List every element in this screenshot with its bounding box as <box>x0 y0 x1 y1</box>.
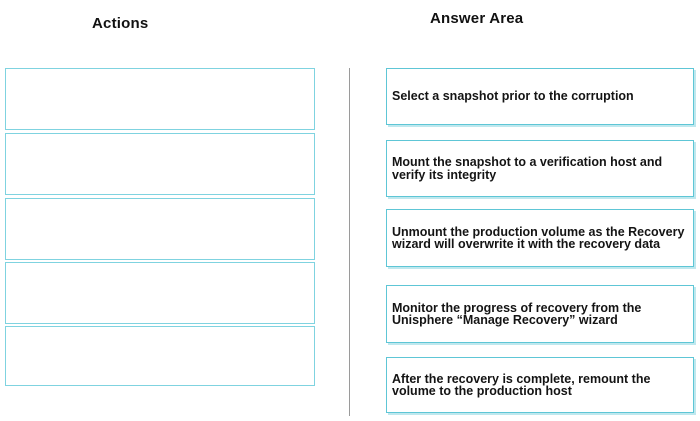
action-slot-1[interactable] <box>5 68 315 130</box>
column-divider <box>349 68 350 416</box>
answer-item-label: Monitor the progress of recovery from the Unisphere “Manage Recovery” wizard <box>392 300 642 327</box>
answer-item-3[interactable] <box>386 209 694 267</box>
answer-item-5[interactable] <box>386 357 694 413</box>
actions-heading: Actions <box>92 15 149 32</box>
answer-item-label: Select a snapshot prior to the corruption <box>392 89 634 104</box>
action-slot-2[interactable] <box>5 133 315 195</box>
answer-item-label: Mount the snapshot to a verification host and verify its integrity <box>392 155 663 182</box>
answer-item-4[interactable] <box>386 285 694 343</box>
action-slot-5[interactable] <box>5 326 315 386</box>
answer-area-heading: Answer Area <box>430 10 524 27</box>
answer-item-2[interactable] <box>386 140 694 197</box>
answer-item-label: After the recovery is complete, remount the volume to the production host <box>392 371 651 398</box>
action-slot-4[interactable] <box>5 262 315 324</box>
answer-item-1[interactable] <box>386 68 694 125</box>
answer-item-label: Unmount the production volume as the Recovery wizard will overwrite it with the recovery data <box>392 224 685 251</box>
action-slot-3[interactable] <box>5 198 315 260</box>
